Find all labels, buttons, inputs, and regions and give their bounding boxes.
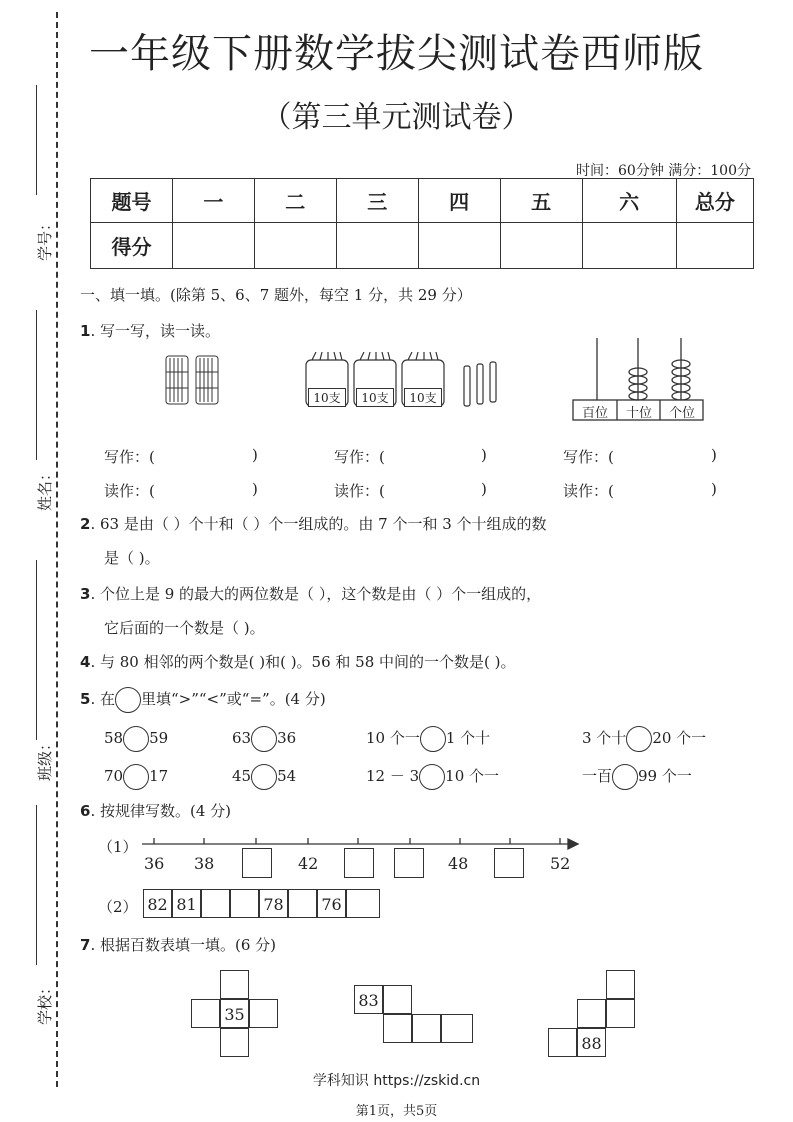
grid-blank[interactable] <box>412 1014 441 1043</box>
stick-bundles-icon <box>160 352 226 408</box>
exam-meta: 时间：60分钟 满分：100分 <box>576 163 751 179</box>
score-header-cell: 总分 <box>676 179 753 223</box>
sequence-cell: 81 <box>172 889 201 918</box>
read-close: ) <box>481 480 487 498</box>
question-number: 5 <box>80 690 91 708</box>
grid-blank[interactable] <box>220 970 249 999</box>
grid-blank[interactable] <box>548 1028 577 1057</box>
score-cell[interactable] <box>582 223 676 269</box>
compare-item: 12 － 3 10 个一 <box>366 764 499 790</box>
number-line-blank[interactable] <box>394 848 424 878</box>
question-number: 4 <box>80 653 91 671</box>
grid-blank[interactable] <box>191 999 220 1028</box>
number-line-value: 48 <box>448 854 469 873</box>
score-cell[interactable] <box>336 223 418 269</box>
score-row-label: 得分 <box>91 223 173 269</box>
compare-item: 58 59 <box>104 726 168 752</box>
number-line-value: 36 <box>144 854 165 873</box>
sequence-blank[interactable] <box>230 889 259 918</box>
question-text: . 63 是由（ ）个十和（ ）个一组成的。由 7 个一和 3 个十组成的数 <box>90 515 547 533</box>
question-5 <box>80 687 326 713</box>
write-label: 写作：( <box>563 448 614 466</box>
question-4 <box>80 651 516 672</box>
abacus-label: 百位 <box>581 406 608 421</box>
score-header-cell: 四 <box>418 179 500 223</box>
compare-item: 45 54 <box>232 764 296 790</box>
question-text: . 与 80 相邻的两个数是( )和( )。56 和 58 中间的一个数是( )。 <box>90 653 516 671</box>
score-header-cell: 三 <box>336 179 418 223</box>
question-text-continued: 是（ )。 <box>104 549 160 567</box>
write-label: 写作：( <box>104 448 155 466</box>
sequence-blank[interactable] <box>201 889 230 918</box>
score-table <box>90 178 754 269</box>
compare-item: 3 个十 20 个一 <box>582 726 706 752</box>
grid-blank[interactable] <box>383 1014 412 1043</box>
number-line-value: 42 <box>298 854 319 873</box>
number-line-blank[interactable] <box>344 848 374 878</box>
grid-blank[interactable] <box>220 1028 249 1057</box>
write-label: 写作：( <box>334 448 385 466</box>
number-line-blank[interactable] <box>494 848 524 878</box>
part-label: （1） <box>98 838 138 856</box>
page-title: 一年级下册数学拔尖测试卷西师版 <box>89 31 704 77</box>
write-close: ) <box>711 446 717 464</box>
sequence-blank[interactable] <box>288 889 317 918</box>
abacus-label: 个位 <box>668 406 695 421</box>
question-6 <box>80 800 231 821</box>
question-number: 6 <box>80 802 91 820</box>
read-label: 读作：( <box>563 482 614 500</box>
score-cell[interactable] <box>500 223 582 269</box>
score-header-cell: 一 <box>172 179 254 223</box>
score-header-cell: 题号 <box>91 179 173 223</box>
page-number: 第1页，共5页 <box>355 1104 438 1119</box>
question-text: 里填“>”“<”或“=”。(4 分) <box>140 690 326 708</box>
footer-website: 学科知识 https://zskid.cn <box>312 1073 481 1089</box>
question-3 <box>80 583 541 604</box>
score-header-cell: 六 <box>582 179 676 223</box>
question-text: . 写一写，读一读。 <box>90 322 220 340</box>
grid-blank[interactable] <box>606 999 635 1028</box>
score-cell[interactable] <box>418 223 500 269</box>
grid-blank[interactable] <box>383 985 412 1014</box>
number-line-value: 38 <box>194 854 215 873</box>
grid-blank[interactable] <box>249 999 278 1028</box>
compare-item: 63 36 <box>232 726 296 752</box>
question-number: 2 <box>80 515 91 533</box>
grid-blank[interactable] <box>577 999 606 1028</box>
bundle-label: 10支 <box>356 388 394 407</box>
compare-item: 10 个一 1 个十 <box>366 726 490 752</box>
question-text-continued: 它后面的一个数是（ )。 <box>104 619 265 637</box>
answer-circle[interactable] <box>419 764 445 790</box>
section-heading: 一、填一填。(除第 5、6、7 题外，每空 1 分，共 29 分） <box>80 286 472 304</box>
grid-cell: 35 <box>220 999 249 1028</box>
sequence-cell: 82 <box>143 889 172 918</box>
bundle-label: 10支 <box>308 388 346 407</box>
answer-circle[interactable] <box>626 726 652 752</box>
question-number: 7 <box>80 936 91 954</box>
score-header-cell: 二 <box>254 179 336 223</box>
class-line <box>36 560 37 740</box>
school-label: 学校： <box>36 979 55 1026</box>
grid-blank[interactable] <box>441 1014 473 1043</box>
answer-circle[interactable] <box>123 726 149 752</box>
sequence-blank[interactable] <box>346 889 380 918</box>
answer-circle[interactable] <box>251 764 277 790</box>
school-line <box>36 805 37 965</box>
write-close: ) <box>252 446 258 464</box>
answer-circle[interactable] <box>420 726 446 752</box>
read-close: ) <box>711 480 717 498</box>
answer-circle[interactable] <box>612 764 638 790</box>
question-number: 1 <box>80 322 91 340</box>
binding-dashed-line <box>56 12 58 1087</box>
score-cell[interactable] <box>172 223 254 269</box>
read-close: ) <box>252 480 258 498</box>
class-label: 班级： <box>36 735 55 782</box>
number-line-blank[interactable] <box>242 848 272 878</box>
page-subtitle: （第三单元测试卷） <box>261 100 532 135</box>
question-7 <box>80 934 276 955</box>
answer-circle[interactable] <box>251 726 277 752</box>
read-label: 读作：( <box>104 482 155 500</box>
grid-cell: 88 <box>577 1028 606 1057</box>
student-id-label: 学号： <box>36 215 55 262</box>
read-label: 读作：( <box>334 482 385 500</box>
question-text: . 个位上是 9 的最大的两位数是（ ），这个数是由（ ）个一组成的， <box>90 585 542 603</box>
sequence-cell: 78 <box>259 889 288 918</box>
question-text: . 按规律写数。(4 分) <box>90 802 231 820</box>
question-1 <box>80 320 220 341</box>
bundle-label: 10支 <box>404 388 442 407</box>
score-cell[interactable] <box>254 223 336 269</box>
grid-cell: 83 <box>354 985 383 1014</box>
part-label: （2） <box>98 898 138 916</box>
sequence-cell: 76 <box>317 889 346 918</box>
question-text: . 在 <box>90 690 115 708</box>
score-cell[interactable] <box>676 223 753 269</box>
answer-circle[interactable] <box>123 764 149 790</box>
compare-item: 一百 99 个一 <box>582 764 692 790</box>
question-text: . 根据百数表填一填。(6 分) <box>90 936 276 954</box>
question-number: 3 <box>80 585 91 603</box>
question-2 <box>80 513 547 534</box>
grid-blank[interactable] <box>606 970 635 999</box>
name-line <box>36 310 37 460</box>
score-header-cell: 五 <box>500 179 582 223</box>
write-close: ) <box>481 446 487 464</box>
single-pencils-icon <box>460 360 504 410</box>
abacus-label: 十位 <box>625 406 652 421</box>
compare-item: 70 17 <box>104 764 168 790</box>
number-line-value: 52 <box>550 854 571 873</box>
name-label: 姓名： <box>36 465 55 512</box>
compare-circle-icon <box>115 687 141 713</box>
